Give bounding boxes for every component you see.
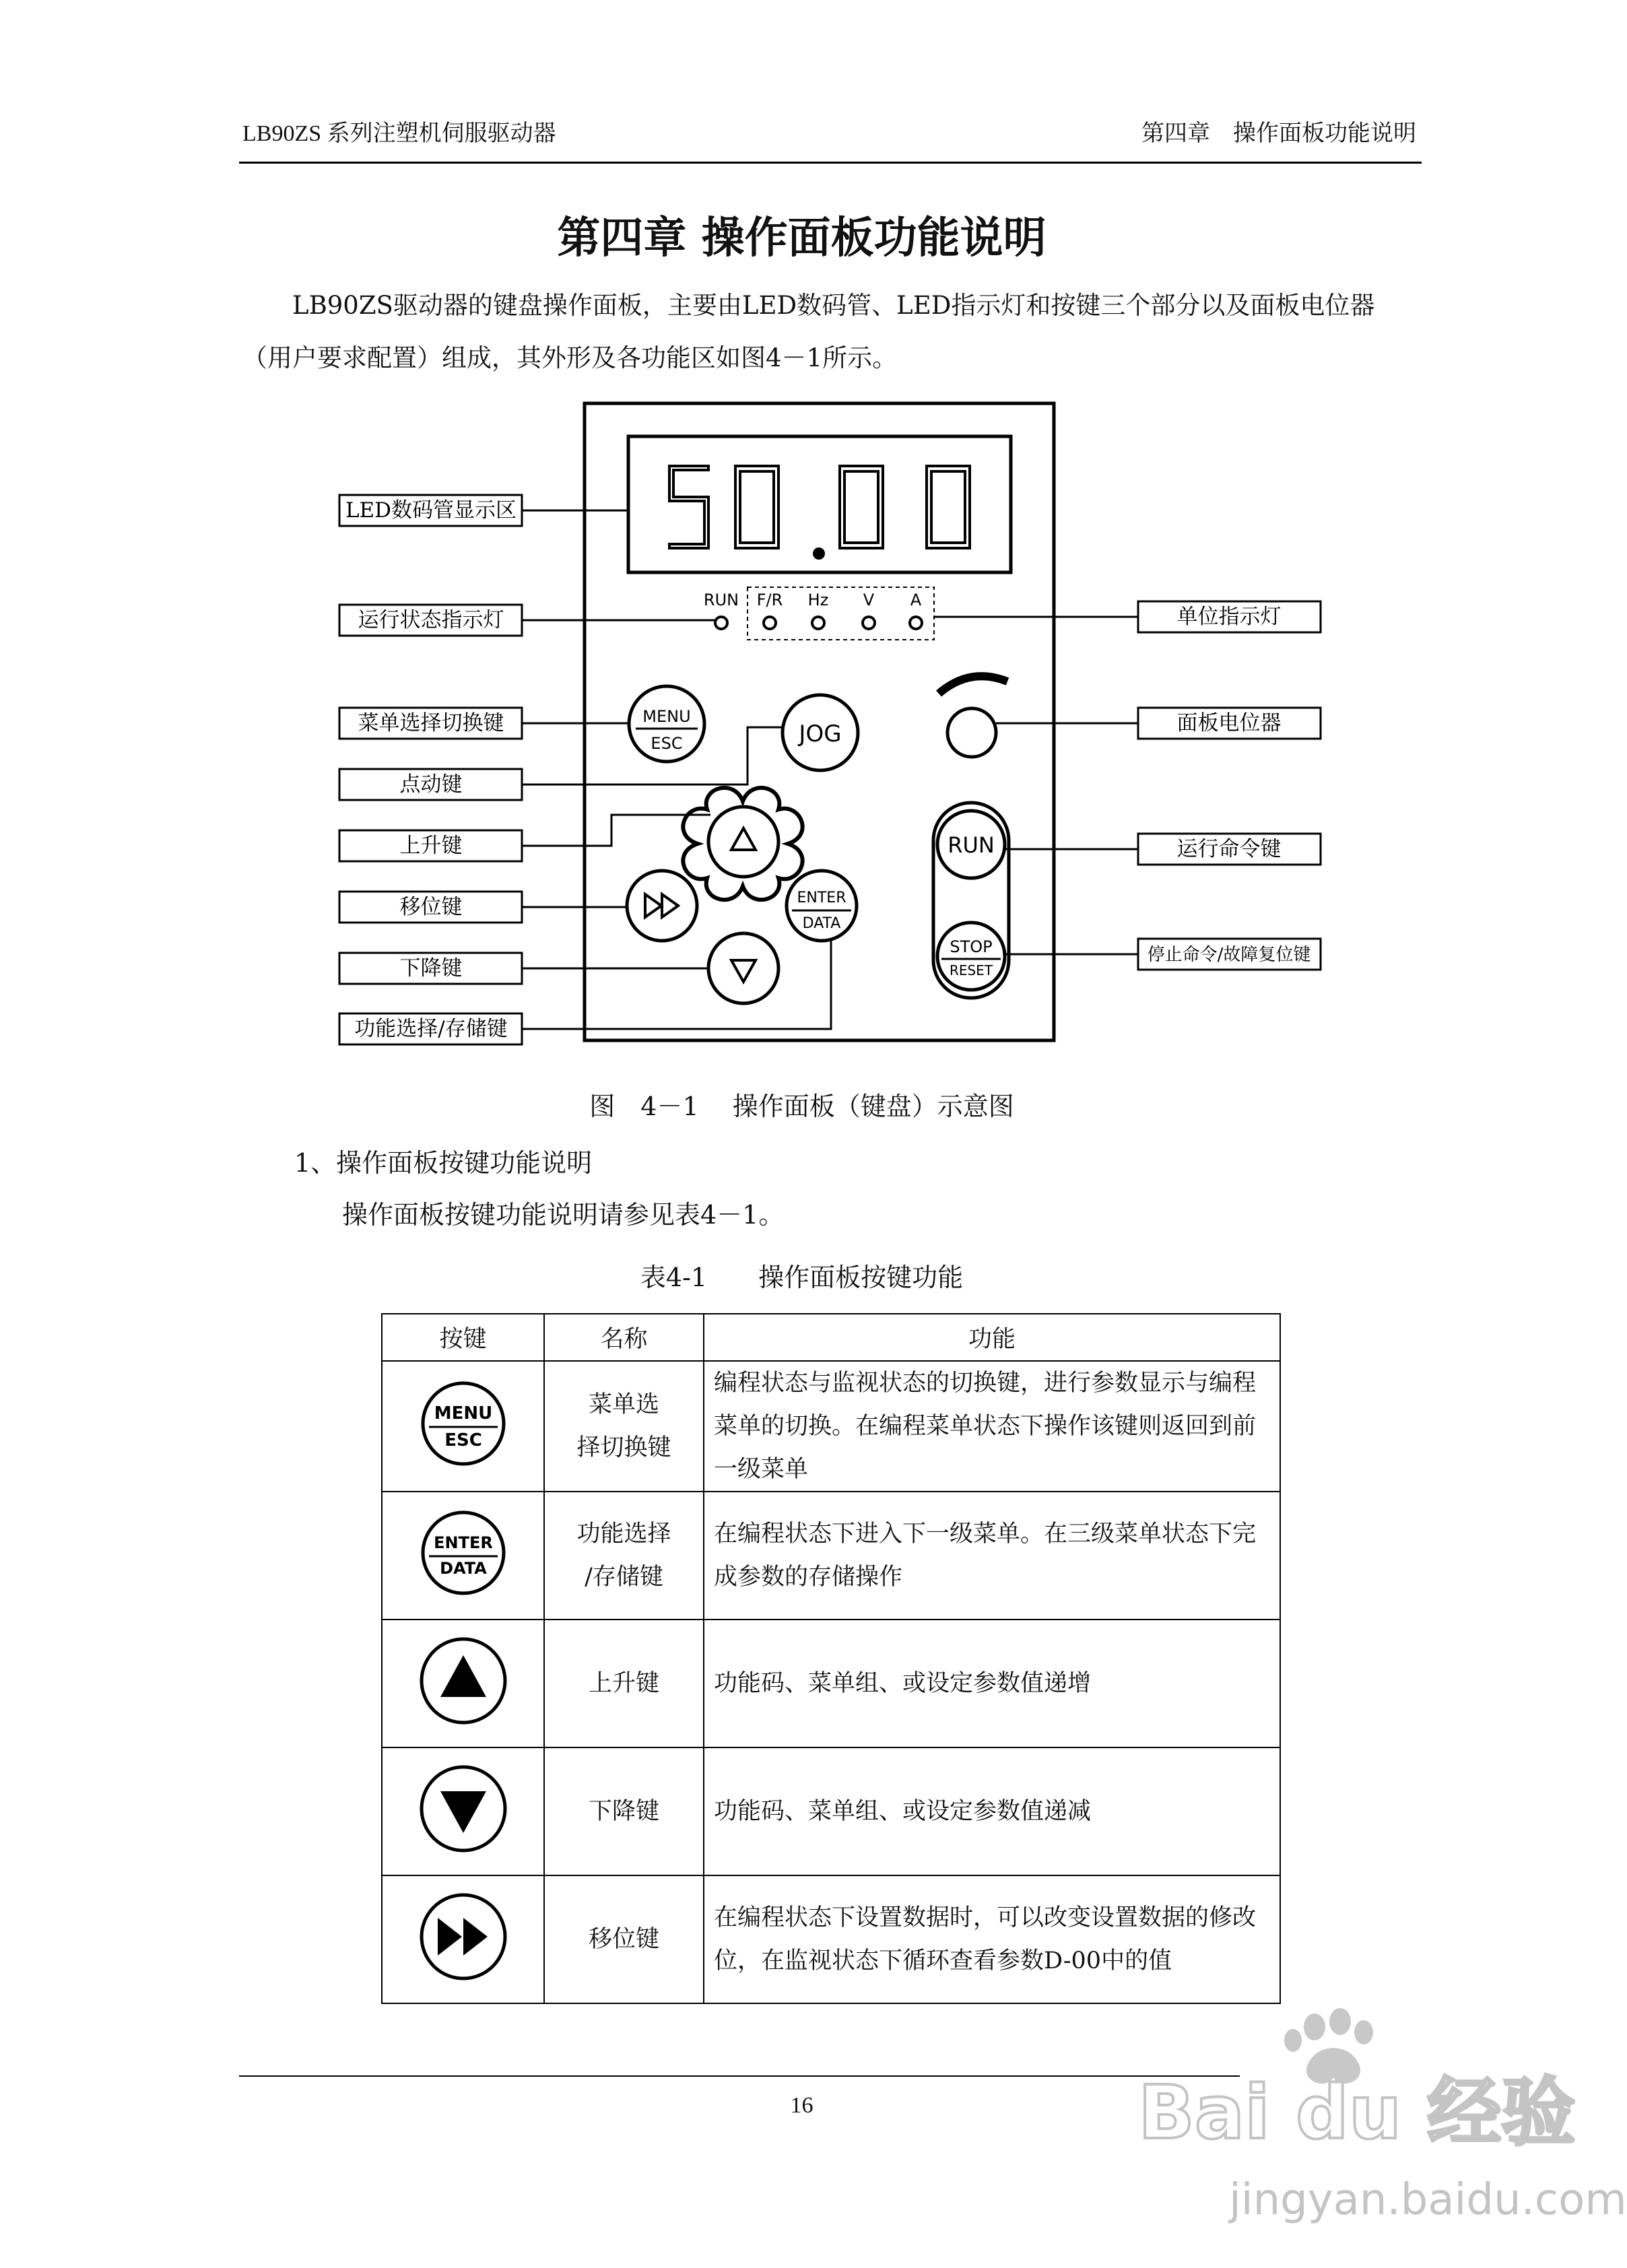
row-name: 菜单选 择切换键 bbox=[544, 1361, 704, 1492]
watermark-brand: Bai du 经验 bbox=[1138, 2069, 1576, 2156]
svg-text:点动键: 点动键 bbox=[399, 772, 463, 797]
display-value: 50.00 bbox=[805, 562, 833, 572]
svg-text:上升键: 上升键 bbox=[399, 834, 463, 858]
svg-text:MENU: MENU bbox=[642, 707, 691, 726]
table-row bbox=[382, 1620, 1280, 1747]
table-row bbox=[382, 1747, 1280, 1875]
indicator-label-hz: Hz bbox=[807, 591, 829, 609]
figure-caption: 图 4－1 操作面板（键盘）示意图 bbox=[589, 1092, 1014, 1121]
panel-diagram bbox=[0, 0, 1603, 1077]
key-function-table bbox=[381, 1313, 1281, 2004]
row-function: 编程状态与监视状态的切换键，进行参数显示与编程菜单的切换。在编程菜单状态下操作该键则返回到前一级菜单 bbox=[704, 1361, 1280, 1492]
table-row bbox=[382, 1492, 1280, 1620]
header-left: LB90ZS 系列注塑机伺服驱动器 bbox=[242, 121, 556, 146]
header-key: 按键 bbox=[382, 1314, 544, 1361]
table-row bbox=[382, 1361, 1280, 1492]
page-number: 16 bbox=[790, 2093, 814, 2118]
up-triangle-icon bbox=[382, 1620, 544, 1747]
footer-rule bbox=[239, 2075, 1240, 2077]
watermark-url: jingyan.baidu.com bbox=[1229, 2175, 1627, 2225]
stop-reset-key bbox=[937, 923, 1005, 990]
header-right: 第四章 操作面板功能说明 bbox=[1141, 120, 1416, 147]
row-name: 上升键 bbox=[544, 1620, 704, 1747]
svg-text:停止命令/故障复位键: 停止命令/故障复位键 bbox=[1147, 945, 1311, 965]
header-name: 名称 bbox=[544, 1314, 704, 1361]
menu-esc-key-top: MENU bbox=[434, 1403, 492, 1424]
svg-text:JOG: JOG bbox=[799, 721, 842, 747]
indicator-label-a: A bbox=[910, 591, 922, 609]
led-digits bbox=[669, 466, 970, 548]
right-callouts bbox=[1138, 601, 1321, 970]
svg-text:移位键: 移位键 bbox=[399, 895, 463, 919]
svg-text:LED数码管显示区: LED数码管显示区 bbox=[345, 498, 517, 523]
svg-text:单位指示灯: 单位指示灯 bbox=[1176, 605, 1282, 629]
enter-data-key-top: ENTER bbox=[433, 1533, 493, 1552]
indicator-leds bbox=[715, 617, 922, 629]
table-header-row bbox=[382, 1314, 1280, 1361]
row-name: 功能选择 /存储键 bbox=[544, 1492, 704, 1620]
enter-data-key-icon bbox=[382, 1492, 544, 1620]
decimal-point bbox=[813, 547, 825, 560]
indicator-label-v: V bbox=[863, 591, 875, 609]
indicator-label-fr: F/R bbox=[756, 591, 783, 609]
down-triangle-icon bbox=[382, 1747, 544, 1875]
left-callouts bbox=[339, 495, 522, 1044]
menu-esc-key bbox=[629, 686, 704, 762]
row-function: 功能码、菜单组、或设定参数值递增 bbox=[704, 1620, 1280, 1747]
indicator-row bbox=[704, 591, 922, 609]
down-key bbox=[708, 933, 778, 1003]
svg-text:面板电位器: 面板电位器 bbox=[1176, 711, 1282, 735]
arrow-keypad bbox=[683, 788, 802, 900]
run-key bbox=[937, 811, 1005, 878]
svg-text:菜单选择切换键: 菜单选择切换键 bbox=[358, 711, 504, 735]
menu-esc-key-bottom: ESC bbox=[444, 1430, 482, 1450]
chapter-title: 第四章 操作面板功能说明 bbox=[557, 213, 1047, 263]
section-text: 操作面板按键功能说明请参见表4－1。 bbox=[342, 1200, 785, 1230]
enter-data-key bbox=[787, 871, 857, 941]
table-row bbox=[382, 1875, 1280, 2003]
panel-potentiometer bbox=[939, 676, 1007, 757]
row-name: 移位键 bbox=[544, 1875, 704, 2003]
right-leader-lines bbox=[934, 617, 1138, 954]
baidu-watermark bbox=[1138, 2013, 1576, 2162]
svg-text:ENTER: ENTER bbox=[797, 890, 846, 906]
section-title: 1、操作面板按键功能说明 bbox=[294, 1148, 593, 1178]
svg-text:下降键: 下降键 bbox=[399, 956, 463, 980]
up-key bbox=[708, 807, 778, 877]
row-name: 下降键 bbox=[544, 1747, 704, 1875]
svg-text:DATA: DATA bbox=[802, 915, 841, 932]
left-leader-lines bbox=[522, 510, 831, 1029]
row-function: 在编程状态下设置数据时，可以改变设置数据的修改位，在监视状态下循环查看参数D-00中的值 bbox=[704, 1875, 1280, 2003]
header-function: 功能 bbox=[704, 1314, 1280, 1361]
svg-text:ESC: ESC bbox=[651, 734, 683, 753]
svg-text:STOP: STOP bbox=[950, 937, 993, 956]
svg-text:RUN: RUN bbox=[948, 832, 995, 858]
row-function: 功能码、菜单组、或设定参数值递减 bbox=[704, 1747, 1280, 1875]
intro-paragraph: LB90ZS驱动器的键盘操作面板，主要由LED数码管、LED指示灯和按键三个部分以及面板电位器（用户要求配置）组成，其外形及各功能区如图4－1所示。 bbox=[242, 291, 1375, 372]
table-caption: 表4-1 操作面板按键功能 bbox=[640, 1263, 964, 1292]
svg-text:RESET: RESET bbox=[949, 962, 993, 978]
svg-text:运行命令键: 运行命令键 bbox=[1176, 837, 1282, 861]
shift-key bbox=[627, 871, 697, 941]
menu-esc-key-icon bbox=[382, 1361, 544, 1492]
shift-double-arrow-icon bbox=[382, 1875, 544, 2003]
svg-text:功能选择/存储键: 功能选择/存储键 bbox=[354, 1017, 508, 1041]
svg-text:运行状态指示灯: 运行状态指示灯 bbox=[358, 608, 504, 632]
jog-key bbox=[783, 695, 858, 770]
row-function: 在编程状态下进入下一级菜单。在三级菜单状态下完成参数的存储操作 bbox=[704, 1492, 1280, 1620]
indicator-label-run: RUN bbox=[703, 591, 739, 609]
enter-data-key-bottom: DATA bbox=[439, 1558, 487, 1578]
